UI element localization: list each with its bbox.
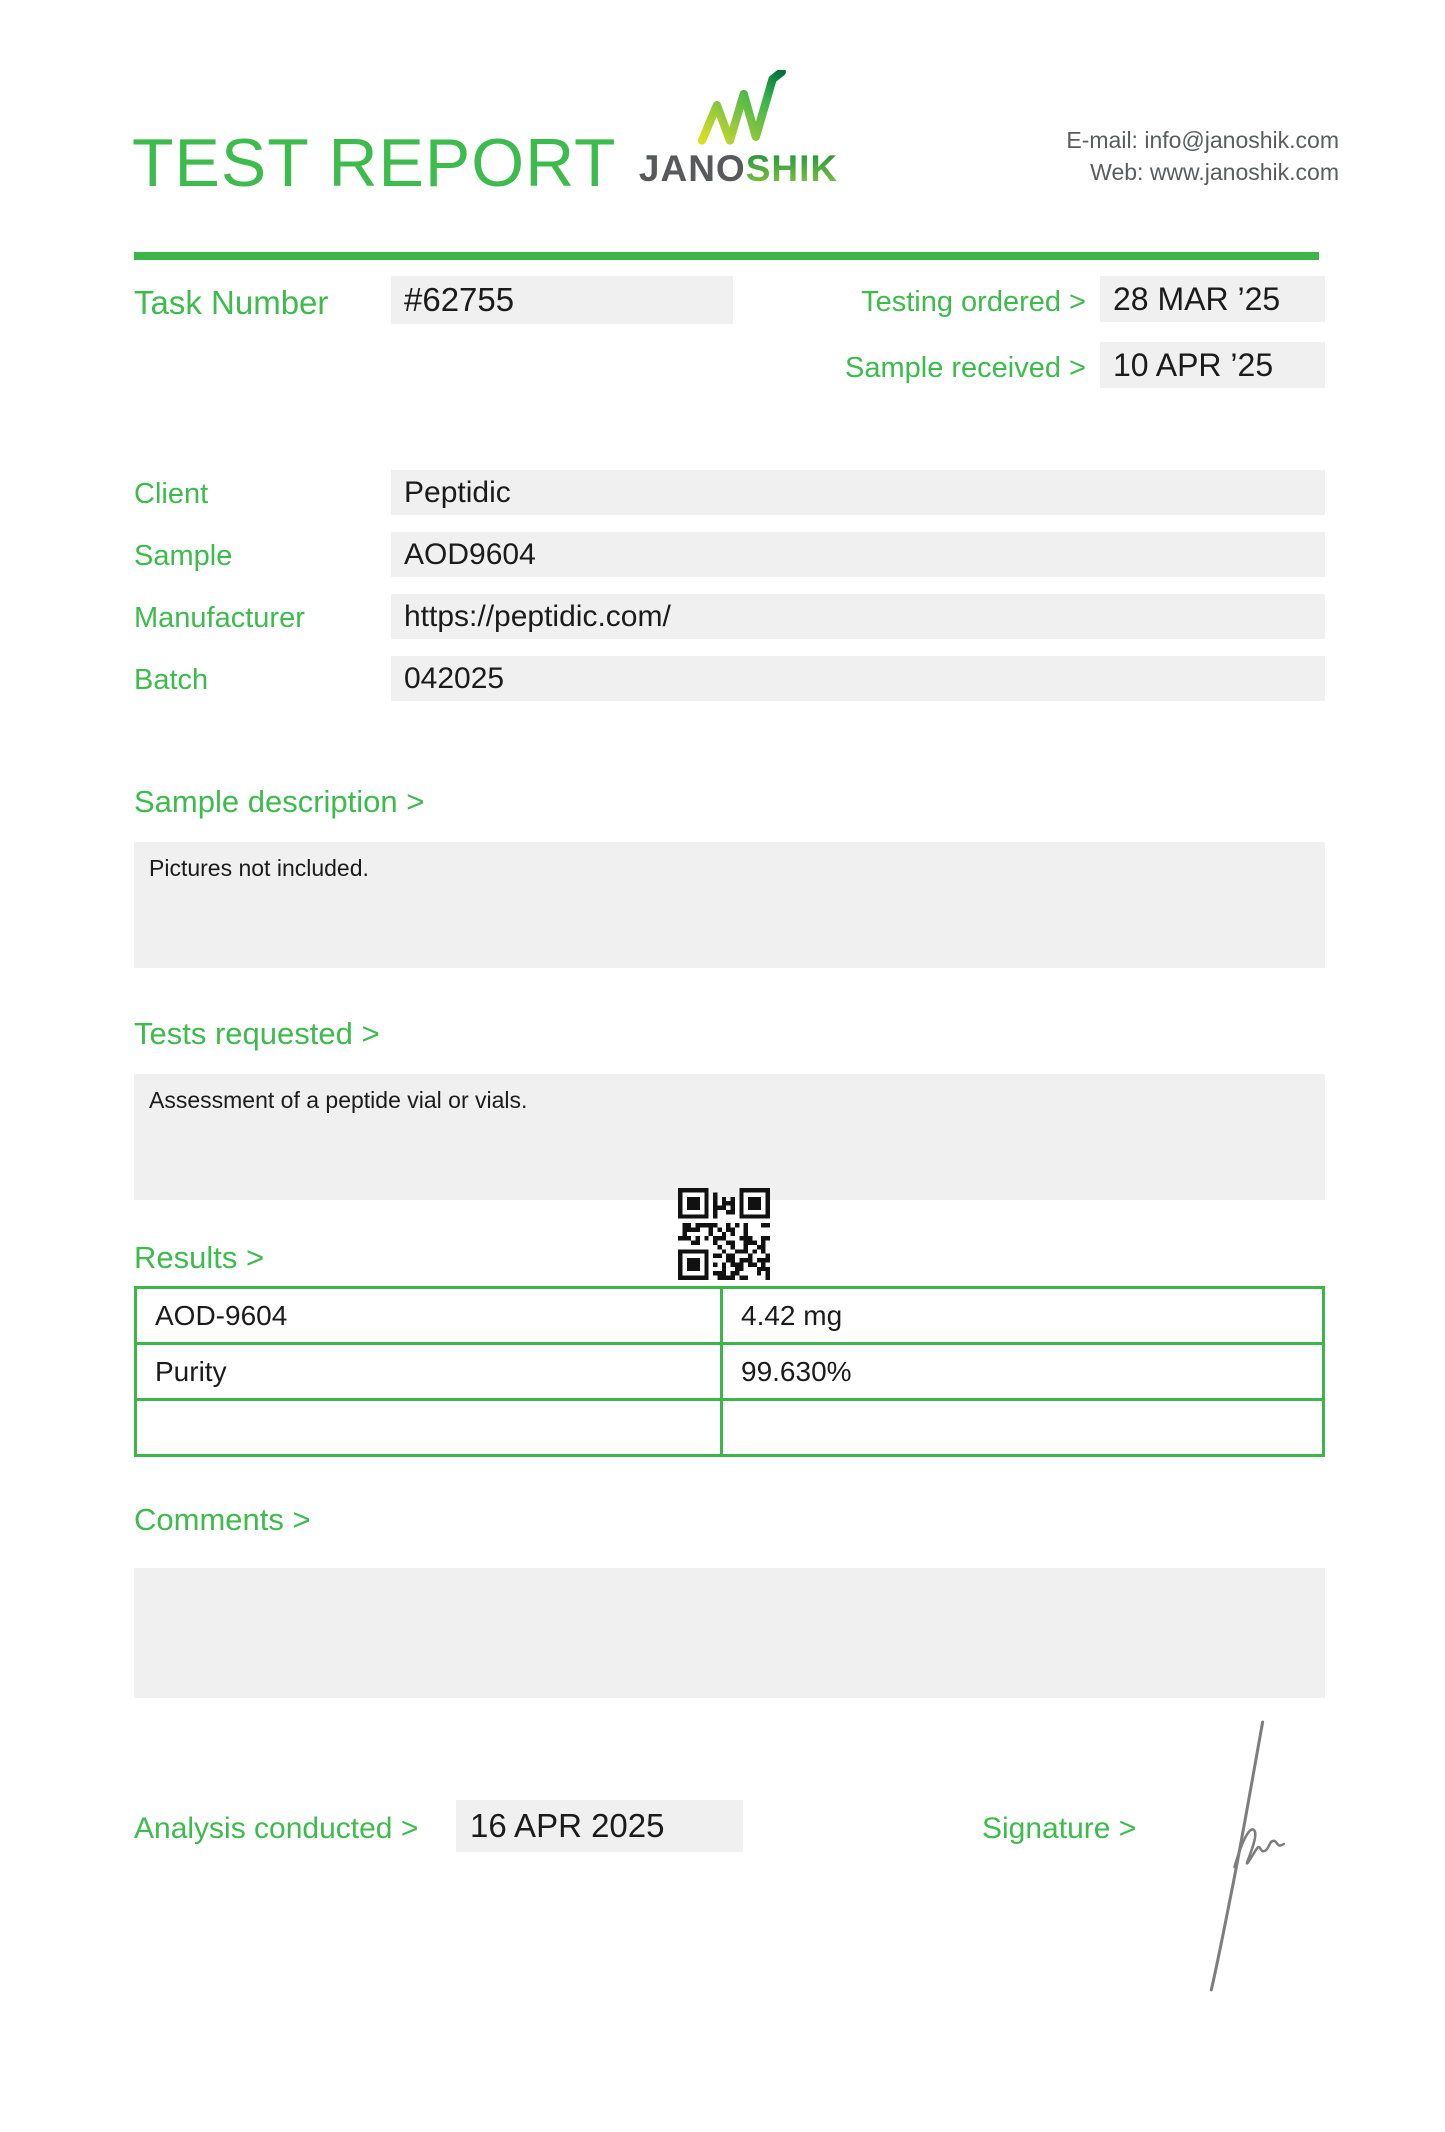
sample-description-heading: Sample description > [134, 784, 425, 819]
contact-email: E-mail: info@janoshik.com [1066, 127, 1339, 153]
manufacturer-label: Manufacturer [134, 602, 305, 634]
batch-label: Batch [134, 664, 209, 696]
task-number-label: Task Number [134, 284, 329, 321]
result-name: Purity [137, 1345, 720, 1398]
analysis-date-value: 16 APR 2025 [456, 1800, 743, 1852]
tests-requested-heading: Tests requested > [134, 1016, 380, 1051]
janoshik-wordmark [616, 148, 861, 190]
client-label: Client [134, 478, 209, 510]
result-name: AOD-9604 [137, 1289, 720, 1342]
client-value: Peptidic [391, 470, 1325, 515]
result-name [137, 1401, 720, 1454]
manufacturer-value: https://peptidic.com/ [391, 594, 1325, 639]
sample-label: Sample [134, 540, 233, 572]
results-heading: Results > [134, 1240, 265, 1275]
result-value: 4.42 mg [723, 1289, 1322, 1342]
comments-heading: Comments > [134, 1502, 311, 1537]
analysis-conducted-label: Analysis conducted > [134, 1812, 419, 1845]
task-number-value: #62755 [391, 276, 733, 324]
tests-requested-box: Assessment of a peptide vial or vials. [134, 1074, 1325, 1200]
results-table [134, 1286, 1325, 1457]
comments-box [134, 1568, 1325, 1698]
contact-web: Web: www.janoshik.com [1090, 159, 1339, 186]
sample-received-value: 10 APR ’25 [1100, 342, 1325, 388]
testing-ordered-value: 28 MAR ’25 [1100, 276, 1325, 322]
header-divider [134, 252, 1319, 260]
result-value [723, 1401, 1322, 1454]
sample-description-box: Pictures not included. [134, 842, 1325, 968]
wordmark-jano: JANO [638, 148, 746, 189]
batch-value: 042025 [391, 656, 1325, 701]
signature-icon [1183, 1716, 1301, 1998]
contact-info [1066, 124, 1339, 188]
signature-label: Signature > [982, 1812, 1137, 1845]
testing-ordered-label: Testing ordered > [861, 286, 1086, 318]
result-value: 99.630% [723, 1345, 1322, 1398]
qr-code [678, 1188, 770, 1280]
page-title: TEST REPORT [132, 125, 617, 201]
sample-value: AOD9604 [391, 532, 1325, 577]
wordmark-shik: SHIK [745, 148, 839, 189]
sample-received-label: Sample received > [845, 352, 1086, 384]
janoshik-logo-icon [694, 70, 788, 146]
